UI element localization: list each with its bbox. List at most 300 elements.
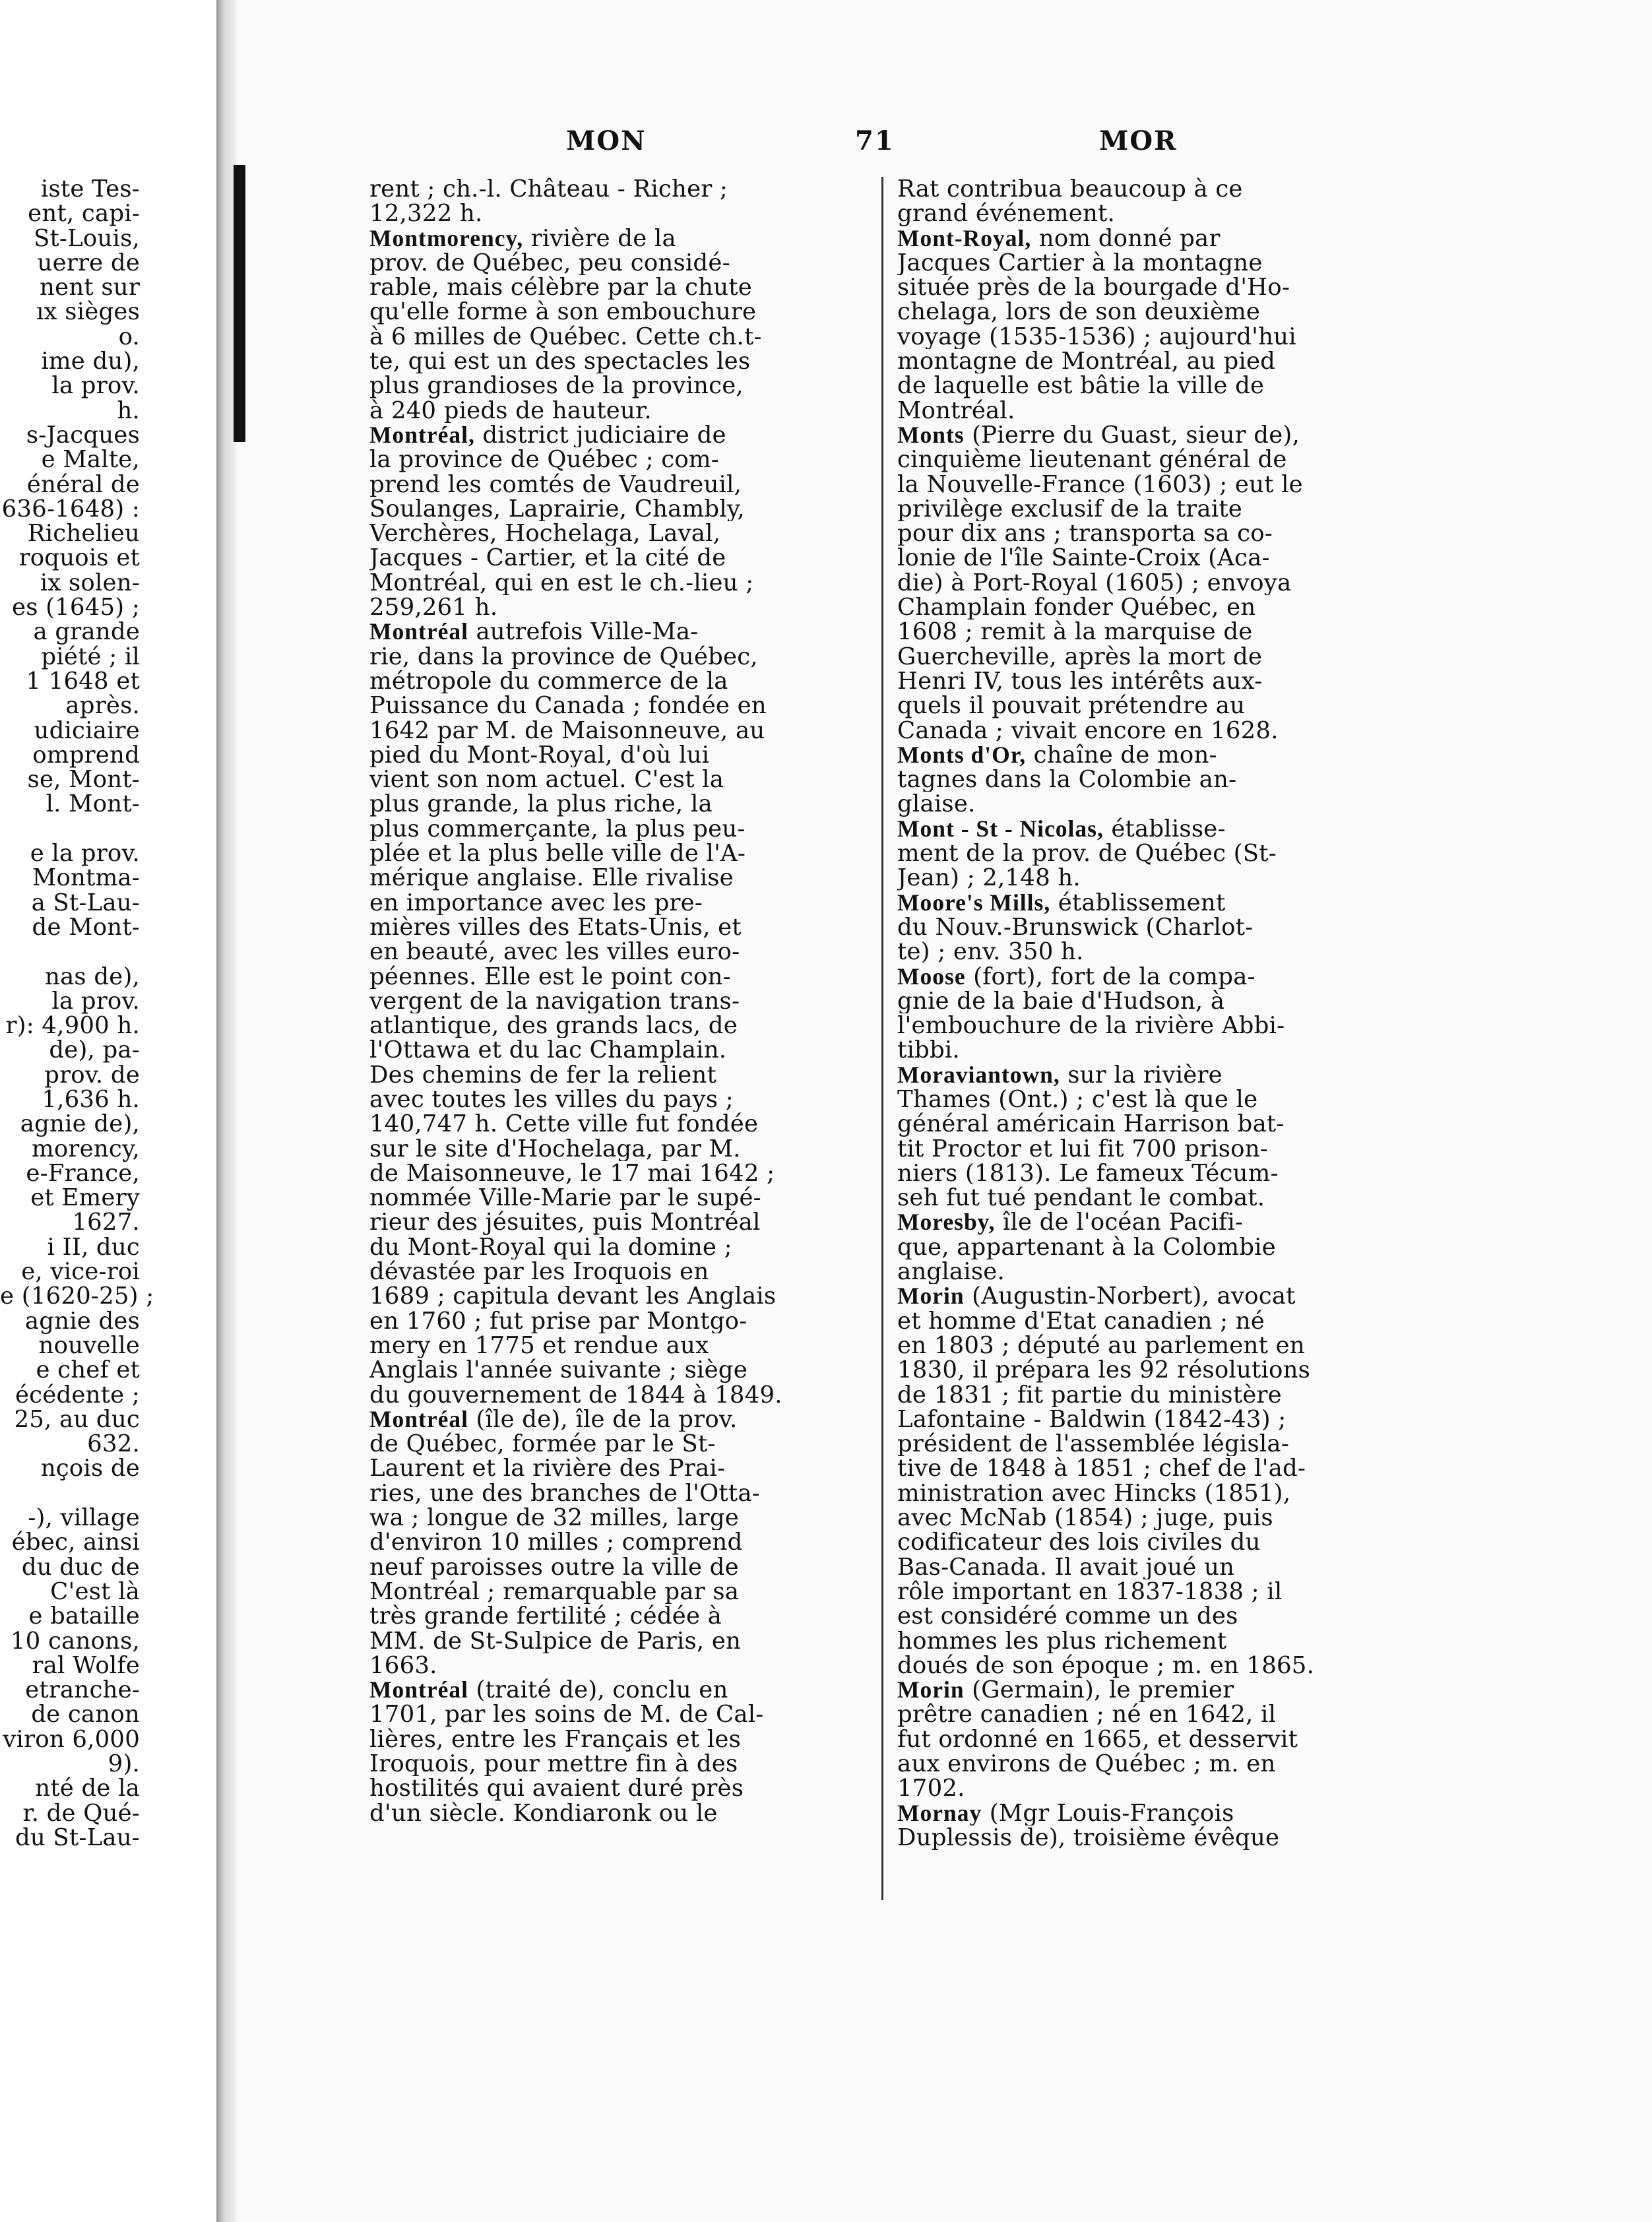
entry-text: sur la rivière [1060,1062,1223,1087]
fragment-line [0,939,216,964]
fragment-line: la prov. [44,987,140,1015]
text-line [369,1235,871,1259]
text-line [897,1653,1399,1678]
entry-text: Laurent et la rivière des Prai- [369,1456,726,1481]
entry-headword: Montréal, [369,422,475,448]
text-line [369,447,871,472]
entry-text: 1663. [369,1653,437,1678]
fragment-line: o. [118,323,140,350]
text-line [369,521,871,546]
text-line [369,1284,871,1308]
text-line [369,817,871,841]
entry-text: wa ; longue de 32 milles, large [369,1506,739,1531]
fragment-line: e la prov. [30,840,140,868]
text-line [369,645,871,669]
entry-text: prêtre canadien ; né en 1642, il [897,1702,1277,1727]
text-line [897,595,1399,619]
entry-text: te) ; env. 350 h. [897,939,1084,965]
entry-text: tit Proctor et lui fit 700 prison- [897,1136,1268,1161]
entry-text: Canada ; vivait encore en 1628. [897,718,1279,743]
fragment-line: 10 canons, [10,1627,140,1655]
entry-text: plus grande, la plus riche, la [369,792,713,817]
text-line [897,349,1399,373]
entry-text: la province de Québec ; com- [369,447,719,472]
text-line [897,915,1399,939]
entry-text: tive de 1848 à 1851 ; chef de l'ad- [897,1456,1306,1481]
text-line [369,1604,871,1628]
entry-headword: Mont-Royal, [897,226,1032,251]
entry-text: glaise. [897,792,976,817]
entry-text: cinquième lieutenant général de [897,447,1287,472]
text-line [897,1087,1399,1112]
entry-text: Verchères, Hochelaga, Laval, [369,521,721,546]
entry-text: anglaise. [897,1259,1005,1285]
entry-text: (Pierre du Guast, sieur de), [964,422,1300,448]
entry-text: à 6 milles de Québec. Cette ch.t- [369,324,762,350]
text-line [369,891,871,915]
text-line [369,1506,871,1530]
fragment-line: a St-Lau- [31,889,140,916]
text-line [897,1432,1399,1456]
entry-text: de Québec, formée par le St- [369,1432,716,1457]
text-line [369,989,871,1013]
text-line [369,1530,871,1554]
entry-text: mérique anglaise. Elle rivalise [369,866,734,891]
entry-text: sur le site d'Hochelaga, par M. [369,1136,741,1161]
fragment-line: e chef et [36,1356,140,1384]
text-line [897,1825,1399,1850]
fragment-line: nté de la [35,1775,140,1802]
text-line [897,1530,1399,1554]
running-head-right: MOR [1099,125,1178,156]
entry-text: rie, dans la province de Québec, [369,644,758,669]
text-line [897,1579,1399,1604]
entry-text: nommée Ville-Marie par le supé- [369,1186,761,1211]
entry-text: ministration avec Hincks (1851), [897,1480,1291,1506]
text-line [369,866,871,890]
entry-text: quels il pouvait prétendre au [897,693,1246,718]
entry-headword: Monts d'Or, [897,742,1027,768]
entry-text: grand événement. [897,201,1115,226]
text-line [369,1629,871,1653]
text-line [369,792,871,816]
entry-text: que, appartenant à la Colombie [897,1234,1276,1260]
entry-text: président de l'assemblée législa- [897,1432,1289,1457]
fragment-line: C'est là [42,1577,140,1605]
fragment-line: udiciaire [34,716,140,744]
entry-text: die) à Port-Royal (1605) ; envoya [897,570,1292,596]
fragment-line: du St-Lau- [15,1824,140,1851]
entry-text: du gouvernement de 1844 à 1849. [369,1382,782,1407]
entry-text: lonie de l'île Sainte-Croix (Aca- [897,546,1270,571]
text-line [369,1013,871,1038]
entry-text: hostilités qui avaient duré près [369,1776,744,1801]
entry-text: fut ordonné en 1665, et desservit [897,1727,1298,1752]
entry-text: lières, entre les Français et les [369,1727,742,1752]
text-line [369,669,871,693]
fragment-line: ime du), [41,348,140,375]
text-line [369,1383,871,1407]
text-line [897,1309,1399,1333]
fragment-line: 1627. [64,1209,140,1236]
text-line [369,226,871,251]
entry-text: en 1803 ; député au parlement en [897,1333,1305,1358]
fragment-line: ix solen- [40,569,140,596]
entry-text: hommes les plus richement [897,1628,1227,1653]
text-line [369,497,871,521]
text-line [897,743,1399,767]
entry-text: de 1831 ; fit partie du ministère [897,1382,1282,1407]
text-line [369,472,871,497]
text-line [897,1333,1399,1358]
text-line [369,349,871,373]
text-line [897,1112,1399,1136]
fragment-line: de Mont- [24,913,140,941]
text-line [897,1284,1399,1308]
text-line [897,965,1399,989]
entry-text: d'un siècle. Kondiaronk ou le [369,1800,718,1825]
entry-text: en beauté, avec les villes euro- [369,939,740,965]
text-line [897,817,1399,841]
text-line [897,571,1399,595]
text-line [369,1259,871,1284]
fragment-line: h. [117,397,140,424]
entry-text: (fort), fort de la compa- [965,964,1255,989]
entry-text: Guercheville, après la mort de [897,644,1263,669]
entry-text: privilège exclusif de la traite [897,496,1243,522]
text-line [897,546,1399,570]
text-line [897,1161,1399,1186]
entry-text: niers (1813). Le fameux Técum- [897,1160,1279,1186]
entry-text: vient son nom actuel. C'est la [369,767,724,792]
entry-text: Anglais l'année suivante ; siège [369,1358,747,1383]
entry-text: Jacques - Cartier, et la cité de [369,546,726,571]
fragment-line: r): 4,900 h. [5,1012,140,1040]
entry-text: gnie de la baie d'Hudson, à [897,988,1225,1014]
entry-text: Thames (Ont.) ; c'est là que le [897,1087,1258,1112]
text-line [897,1383,1399,1407]
entry-text: Jacques Cartier à la montagne [897,250,1263,276]
entry-headword: Moresby, [897,1210,996,1235]
fragment-line [0,817,216,841]
entry-headword: Morin [897,1284,965,1309]
text-line [369,1456,871,1480]
text-line [897,767,1399,792]
fragment-line: 9). [108,1750,140,1777]
text-line [369,1678,871,1702]
text-line [897,1456,1399,1480]
entry-text: la Nouvelle-France (1603) ; eut le [897,472,1303,497]
entry-text: très grande fertilité ; cédée à [369,1604,722,1629]
entry-text: (Augustin-Norbert), avocat [964,1284,1296,1309]
fragment-line: s-Jacques [26,421,140,449]
text-line [897,1186,1399,1210]
text-column-2 [897,177,1399,1850]
entry-text: l'embouchure de la rivière Abbi- [897,1013,1285,1038]
entry-text: péennes. Elle est le point con- [369,964,731,989]
fragment-line: Richelieu [27,520,140,548]
text-line [369,1309,871,1333]
entry-text: île de l'océan Pacifi- [995,1210,1244,1235]
fragment-line: piété ; il [33,643,140,670]
text-line [897,1259,1399,1284]
entry-text: établisse- [1103,816,1226,842]
fragment-line: prov. de [44,1061,140,1089]
text-line [369,1112,871,1136]
entry-text: avec McNab (1854) ; juge, puis [897,1506,1273,1531]
entry-text: (Germain), le premier [964,1678,1234,1703]
entry-text: du Nouv.-Brunswick (Charlot- [897,914,1254,940]
text-line [897,792,1399,816]
entry-text: en 1760 ; fut prise par Montgo- [369,1308,747,1333]
text-line [897,645,1399,669]
text-line [897,1407,1399,1432]
entry-text: 1702. [897,1776,965,1801]
entry-text: montagne de Montréal, au pied [897,349,1276,374]
text-column-1 [369,177,871,1825]
entry-text: Lafontaine - Baldwin (1842-43) ; [897,1407,1287,1432]
entry-text: vergent de la navigation trans- [369,988,740,1014]
fragment-line: la prov. [44,372,140,400]
text-line [897,447,1399,472]
entry-text: 1642 par M. de Maisonneuve, au [369,718,765,743]
text-line [369,1653,871,1678]
entry-headword: Moose [897,964,966,989]
text-line [897,1137,1399,1161]
text-line [369,275,871,300]
entry-text: rable, mais célèbre par la chute [369,275,752,300]
text-line [897,1210,1399,1234]
entry-text: du Mont-Royal qui la domine ; [369,1234,732,1260]
fragment-line: agnie des [24,1307,140,1335]
entry-text: Henri IV, tous les intérêts aux- [897,668,1263,694]
text-line [897,718,1399,743]
text-line [897,1358,1399,1382]
entry-text: et homme d'Etat canadien ; né [897,1308,1265,1333]
text-line [369,325,871,349]
fragment-line: l. Mont- [46,790,140,818]
fragment-line: énéral de [26,470,140,498]
text-line [897,1629,1399,1653]
entry-text: (traité de), conclu en [468,1678,728,1703]
text-line [369,571,871,595]
fragment-line: après. [65,692,140,720]
text-line [369,1752,871,1776]
entry-text: l'Ottawa et du lac Champlain. [369,1038,727,1063]
fragment-line: de canon [23,1701,140,1729]
entry-text: 1689 ; capitula devant les Anglais [369,1284,777,1309]
text-line [369,1555,871,1579]
fragment-line: ent, capi- [28,200,140,228]
text-line [897,1013,1399,1038]
text-line [369,1210,871,1234]
text-line [369,1358,871,1382]
text-line [369,1801,871,1825]
text-line [369,373,871,398]
entry-text: Montréal ; remarquable par sa [369,1579,740,1604]
text-line [897,1063,1399,1087]
text-line [897,989,1399,1013]
entry-text: seh fut tué pendant le combat. [897,1186,1265,1211]
entry-text: te, qui est un des spectacles les [369,349,751,374]
fragment-line: ébec, ainsi [11,1529,140,1556]
entry-headword: Montréal [369,1407,468,1432]
entry-text: tibbi. [897,1038,960,1063]
margin-mark [234,165,245,442]
fragment-line: Montma- [24,864,140,892]
fragment-line: 636-1648) : [1,495,140,523]
fragment-line: es (1645) ; [11,594,140,621]
fragment-line: e bataille [28,1603,140,1630]
fragment-line: viron 6,000 [3,1725,140,1753]
text-line [369,1776,871,1800]
entry-text: 1701, par les soins de M. de Cal- [369,1702,764,1727]
entry-text: établissement [1050,890,1226,915]
entry-text: en importance avec les pre- [369,890,703,915]
fragment-line: ıx sièges [36,298,140,326]
fragment-line: et Emery [30,1184,140,1212]
text-line [897,398,1399,423]
text-line [897,1555,1399,1579]
entry-text: pour dix ans ; transporta sa co- [897,521,1273,546]
text-line [369,201,871,226]
text-line [369,1579,871,1604]
fragment-line: e, vice-roi [21,1258,140,1286]
entry-headword: Mont - St - Nicolas, [897,816,1104,842]
text-line [369,1432,871,1456]
entry-text: 140,747 h. Cette ville fut fondée [369,1112,759,1137]
entry-text: avec toutes les villes du pays ; [369,1087,734,1112]
text-line [897,497,1399,521]
text-line [369,1038,871,1062]
entry-text: nom donné par [1031,226,1221,251]
fragment-line: morency, [32,1135,140,1162]
entry-text: chelaga, lors de son deuxième [897,300,1261,325]
text-line [369,1063,871,1087]
entry-text: aux environs de Québec ; m. en [897,1752,1276,1777]
entry-text: Champlain fonder Québec, en [897,595,1256,620]
running-head-left: MON [566,125,647,156]
entry-text: mières villes des Etats-Unis, et [369,914,742,940]
entry-text: métropole du commerce de la [369,668,728,694]
text-line [897,669,1399,693]
text-line [369,423,871,447]
entry-text: général américain Harrison bat- [897,1112,1285,1137]
text-line [897,1235,1399,1259]
entry-text: atlantique, des grands lacs, de [369,1013,738,1038]
text-line [369,619,871,644]
text-line [897,251,1399,275]
entry-text: 259,261 h. [369,595,498,620]
text-line [897,1038,1399,1062]
text-line [897,1727,1399,1752]
entry-text: est considéré comme un des [897,1604,1238,1629]
text-line [369,300,871,324]
text-line [897,275,1399,300]
text-line [897,521,1399,546]
text-line [369,1727,871,1752]
text-line [897,1702,1399,1727]
text-line [897,472,1399,497]
entry-text: prend les comtés de Vaudreuil, [369,472,742,497]
text-line [897,891,1399,915]
text-line [369,1481,871,1506]
fragment-line: i II, duc [47,1233,140,1261]
fragment-line: agnie de), [20,1110,140,1138]
text-line [369,718,871,743]
entry-text: Jean) ; 2,148 h. [897,866,1081,891]
text-line [369,1407,871,1432]
fragment-line: nent sur [40,274,140,302]
text-line [369,767,871,792]
text-line [897,201,1399,226]
fragment-line: 25, au duc [14,1405,140,1433]
entry-text: Duplessis de), troisième évêque [897,1825,1280,1851]
fragment-line: ral Wolfe [32,1651,140,1679]
text-line [369,1161,871,1186]
text-line [897,619,1399,644]
entry-text: 1608 ; remit à la marquise de [897,619,1253,645]
text-line [897,423,1399,447]
fragment-line: roquois et [18,544,140,572]
fragment-line: e (1620-25) ; [0,1283,154,1310]
entry-text: (Mgr Louis-François [982,1800,1234,1825]
fragment-line: a grande [33,618,140,646]
fragment-line: 632. [87,1430,140,1458]
entry-text: rent ; ch.-l. Château - Richer ; [369,177,728,202]
entry-text: Montréal. [897,398,1015,423]
text-line [897,177,1399,201]
text-line [369,1137,871,1161]
entry-text: qu'elle forme à son embouchure [369,300,757,325]
text-line [897,373,1399,398]
entry-text: MM. de St-Sulpice de Paris, en [369,1628,742,1653]
entry-text: Des chemins de fer la relient [369,1062,716,1087]
fragment-line: se, Mont- [27,766,140,794]
entry-text: plus commerçante, la plus peu- [369,816,746,842]
fragment-line: uerre de [37,249,140,276]
entry-text: doués de son époque ; m. en 1865. [897,1653,1315,1678]
fragment-line: nouvelle [31,1331,140,1359]
text-line [369,939,871,964]
entry-text: codificateur des lois civiles du [897,1530,1261,1555]
entry-text: Soulanges, Laprairie, Chambly, [369,496,745,522]
fragment-line: écédente ; [15,1381,140,1409]
fragment-line [0,1481,216,1506]
text-line [369,915,871,939]
entry-headword: Montmorency, [369,226,524,251]
entry-text: plus grandioses de la province, [369,373,744,398]
entry-text: Montréal, qui en est le ch.-lieu ; [369,570,754,596]
text-line [897,1801,1399,1825]
entry-text: neuf paroisses outre la ville de [369,1554,739,1579]
entry-text: Iroquois, pour mettre fin à des [369,1752,738,1777]
text-line [369,177,871,201]
entry-text: pied du Mont-Royal, d'où lui [369,742,710,768]
text-line [369,1702,871,1727]
entry-text: autrefois Ville-Ma- [468,619,699,645]
entry-text: Rat contribua beaucoup à ce [897,177,1243,202]
entry-text: rivière de la [523,226,676,251]
column-divider [881,177,883,1900]
entry-text: d'environ 10 milles ; comprend [369,1530,743,1555]
text-line [369,1087,871,1112]
text-line [897,841,1399,866]
entry-text: rieur des jésuites, puis Montréal [369,1210,761,1235]
text-line [897,325,1399,349]
entry-text: chaîne de mon- [1026,742,1217,768]
entry-text: Bas-Canada. Il avait joué un [897,1554,1235,1579]
